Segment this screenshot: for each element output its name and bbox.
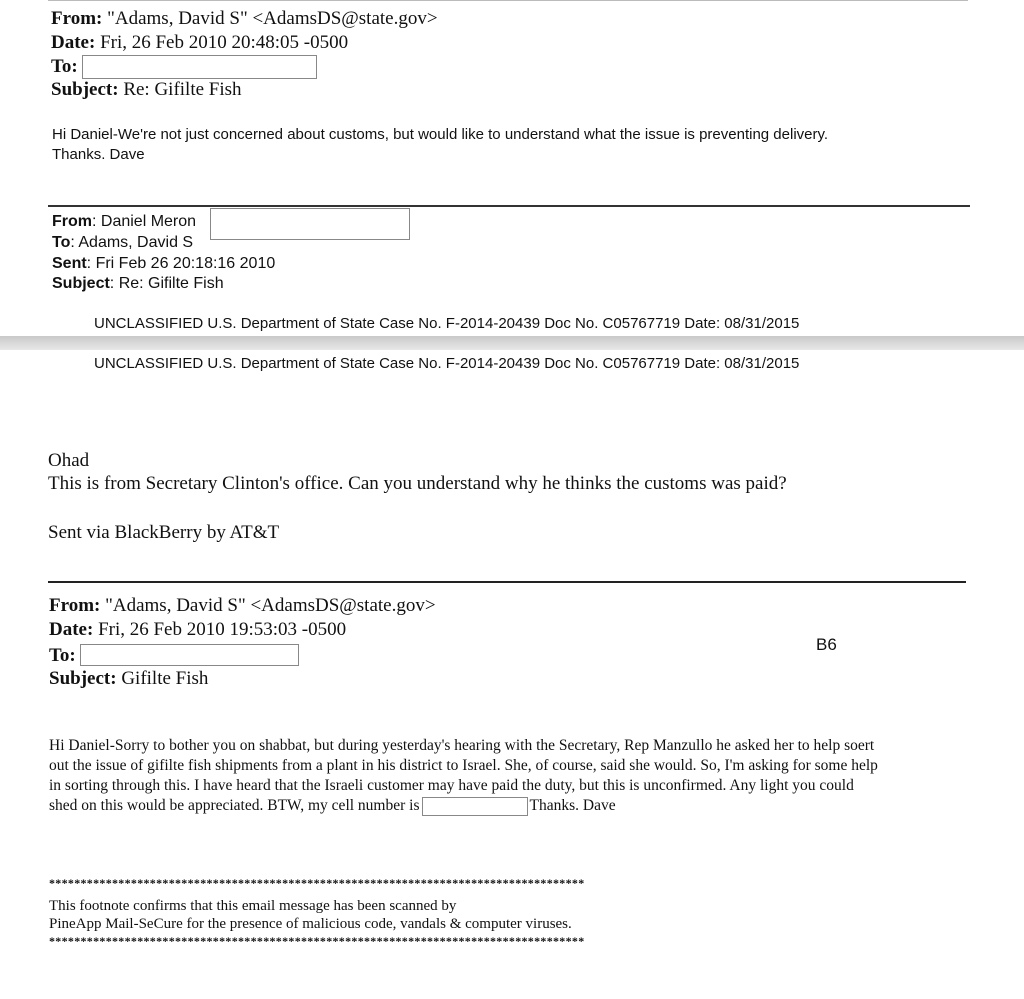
email3-date-line [49,619,346,641]
email3-body-line4 [49,797,616,816]
email2-subject-line [52,275,224,293]
email3-subject-line [49,668,208,690]
email3-body-line1: Hi Daniel-Sorry to bother you on shabbat, but during yesterday's hearing with the Secretary, Rep Manzullo he asked her to help soert [49,737,875,754]
email3-to-redaction [80,644,299,666]
email1-date-value: Fri, 26 Feb 2010 20:48:05 -0500 [100,32,349,53]
cell-number-redaction [422,797,528,816]
email3-date-value: Fri, 26 Feb 2010 19:53:03 -0500 [98,619,347,640]
reply-signature: Sent via BlackBerry by AT&T [48,522,280,543]
page-header-marking: UNCLASSIFIED U.S. Department of State Case No. F-2014-20439 Doc No. C05767719 Date: 08/31/2015 [94,355,800,372]
footnote-stars-bottom: ************************************************************************************* [49,934,585,948]
reply-greeting: Ohad [48,450,90,471]
email1-subject-line [51,79,242,101]
email1-from-line [51,8,438,30]
email2-sent-value: : Fri Feb 26 20:18:16 2010 [86,255,276,272]
email1-to-line [51,56,78,78]
email1-to-redaction [82,55,317,79]
footnote-stars-top: ************************************************************************************* [49,876,585,890]
email2-from-redaction [210,208,410,240]
email1-to-label: To: [51,56,78,77]
email1-body-line2: Thanks. Dave [52,146,145,163]
email1-date-line [51,32,348,54]
email1-from-label: From: [51,8,103,29]
exemption-code: B6 [816,635,837,654]
email2-sent-line [52,255,275,273]
top-divider [48,0,968,1]
email3-from-value: "Adams, David S" <AdamsDS@state.gov> [105,595,436,616]
email2-subject-value: : Re: Gifilte Fish [109,275,224,292]
footnote-line2: PineApp Mail-SeCure for the presence of malicious code, vandals & computer viruses. [49,916,572,932]
email3-to-label: To: [49,645,76,666]
email2-from-label: From [52,213,92,230]
email3-date-label: Date: [49,619,94,640]
reply-message: This is from Secretary Clinton's office. Can you understand why he thinks the customs was paid? [48,473,787,494]
email1-divider [48,205,970,207]
email3-body-line4-start: shed on this would be appreciated. BTW, my cell number is [49,797,420,815]
email3-to-line [49,645,76,667]
email3-body-line3: in sorting through this. I have heard that the Israeli customer may have paid the duty, but this is unconfirmed. Any light you could [49,777,854,794]
email1-body-line1: Hi Daniel-We're not just concerned about customs, but would like to understand what the issue is preventing delivery. [52,126,829,143]
email3-body-line4-end: Thanks. Dave [529,797,616,815]
email2-to-value: : Adams, David S [70,234,194,251]
email3-from-line [49,595,436,617]
email2-subject-label: Subject [52,275,110,292]
email3-from-label: From: [49,595,101,616]
email1-date-label: Date: [51,32,96,53]
email3-body-line2: out the issue of gifilte fish shipments from a plant in his district to Israel. She, of course, said she would. So, I'm asking for some help [49,757,878,774]
email1-subject-label: Subject: [51,79,119,100]
email2-to-line [52,234,193,252]
email3-subject-value: Gifilte Fish [121,668,209,689]
email1-from-value: "Adams, David S" <AdamsDS@state.gov> [107,8,438,29]
footnote-line1: This footnote confirms that this email message has been scanned by [49,898,457,914]
email2-to-label: To [52,234,71,251]
email3-subject-label: Subject: [49,668,117,689]
email2-sent-label: Sent [52,255,87,272]
page-break [0,336,1024,350]
email2-from-value: : Daniel Meron [92,213,197,230]
reply-divider [48,581,966,583]
email1-subject-value: Re: Gifilte Fish [123,79,242,100]
email2-from-line [52,213,196,231]
page-footer-marking: UNCLASSIFIED U.S. Department of State Case No. F-2014-20439 Doc No. C05767719 Date: 08/31/2015 [94,315,800,332]
